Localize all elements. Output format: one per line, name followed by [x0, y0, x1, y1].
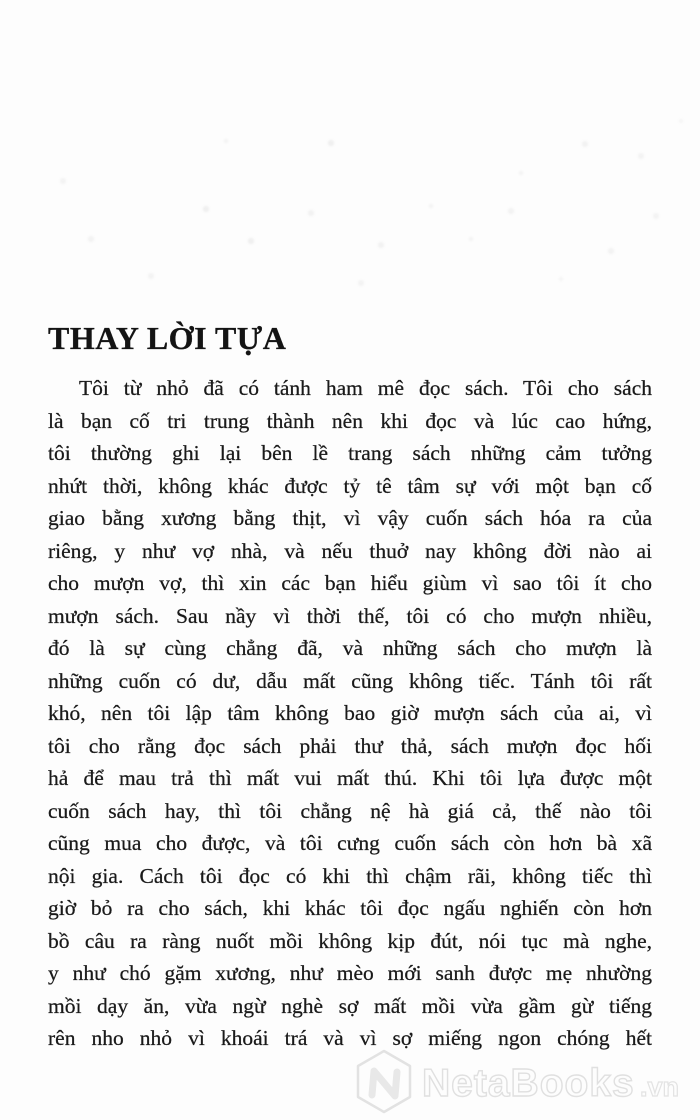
text-line: bồ câu ra ràng nuốt mồi không kịp đút, nói tục mà nghe, [48, 928, 652, 953]
netabooks-logo-icon [358, 1051, 410, 1112]
text-line: cho mượn vợ, thì xin các bạn hiểu giùm vì sao tôi ít cho [48, 571, 652, 595]
text-line: y như chó gặm xương, như mèo mới sanh được mẹ nhường [48, 961, 652, 985]
text-line: những cuốn có dư, dẫu mất cũng không tiếc. Tánh tôi rất [48, 668, 652, 693]
text-line: riêng, y như vợ nhà, và nếu thuở nay không đời nào ai [48, 538, 652, 563]
watermark-tld-text: .vn [640, 1072, 680, 1102]
netabooks-watermark [352, 1046, 700, 1120]
text-line: rên nho nhỏ vì khoái trá và vì sợ miếng ngon chóng hết [48, 1026, 652, 1050]
text-line: là bạn cố tri trung thành nên khi đọc và lúc cao hứng, [48, 408, 652, 433]
text-line: mồi dạy ăn, vừa ngừ nghè sợ mất mồi vừa gầm gừ tiếng [48, 993, 652, 1018]
text-line: hả để mau trả thì mất vui mất thú. Khi tôi lựa được một [48, 766, 652, 790]
text-line: tôi cho rằng đọc sách phải thư thả, sách mượn đọc hối [48, 733, 652, 758]
text-line: Tôi từ nhỏ đã có tánh ham mê đọc sách. Tôi cho sách [79, 376, 652, 400]
text-line: giao bằng xương bằng thịt, vì vậy cuốn sách hóa ra của [48, 506, 652, 530]
paragraph [48, 372, 652, 1055]
text-line: nội gia. Cách tôi đọc có khi thì chậm rãi, không tiếc thì [48, 863, 652, 888]
text-line: cũng mua cho được, và tôi cưng cuốn sách còn hơn bà xã [48, 831, 652, 855]
text-line: nhứt thời, không khác được tỷ tê tâm sự với một bạn cố [48, 473, 652, 498]
text-line: khó, nên tôi lập tâm không bao giờ mượn sách của ai, vì [48, 701, 652, 725]
text-line: giờ bỏ ra cho sách, khi khác tôi đọc ngấu nghiến còn hơn [48, 896, 652, 920]
watermark-brand-text: NetaBooks [422, 1062, 635, 1105]
page-title: THAY LỜI TỰA [48, 320, 287, 357]
scan-noise [0, 0, 2, 2]
text-line: tôi thường ghi lại bên lề trang sách những cảm tưởng [48, 441, 652, 465]
text-line: đó là sự cùng chẳng đã, và những sách cho mượn là [48, 636, 652, 660]
text-line: mượn sách. Sau nầy vì thời thế, tôi có cho mượn nhiều, [48, 603, 652, 628]
text-line: cuốn sách hay, thì tôi chẳng nệ hà giá cả, thế nào tôi [48, 798, 652, 823]
